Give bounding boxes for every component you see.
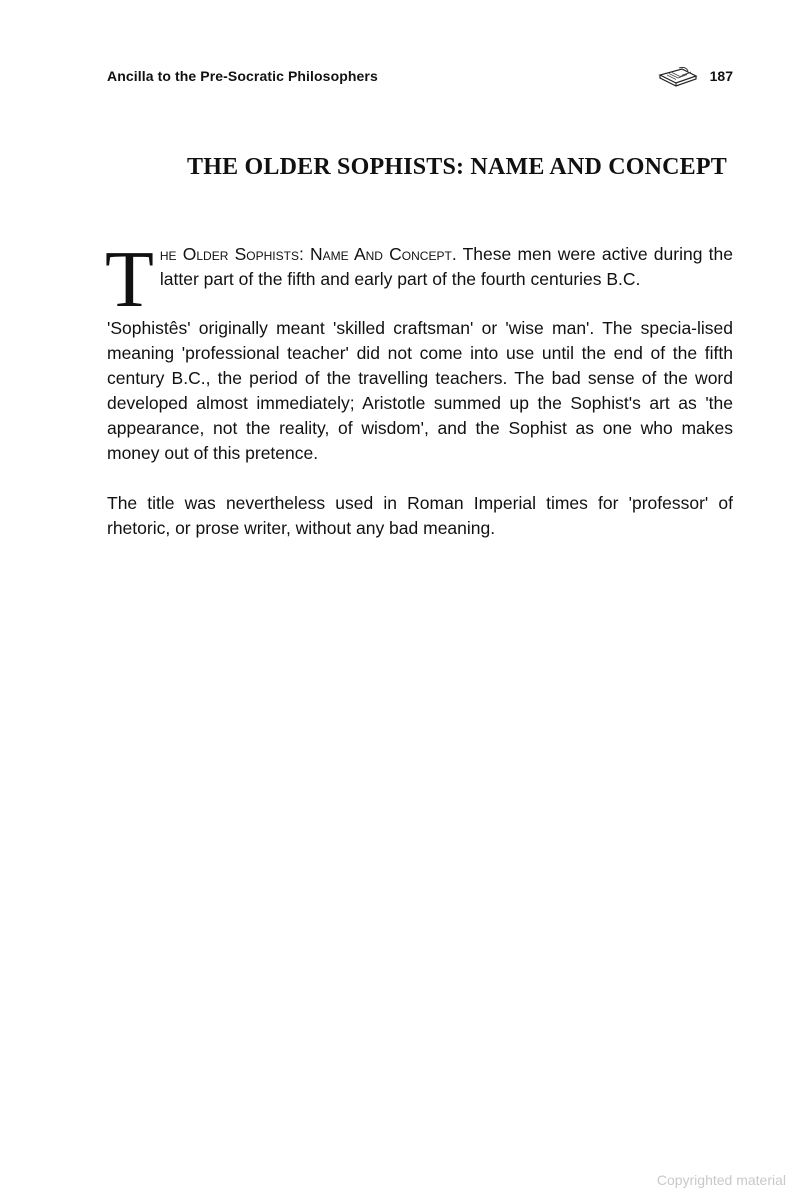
drop-cap: T <box>105 236 154 324</box>
running-header <box>107 66 733 90</box>
open-book-icon <box>658 66 698 88</box>
intro-lead-in: he Older Sophists: Name And Concept <box>159 244 452 264</box>
body-paragraph: 'Sophistês' originally meant 'skilled craftsman' or 'wise man'. The specia-lised meaning 'professional teacher' did not come into use until the end of the fifth century B.C., the period of the travelling teachers. The bad sense of the word developed almost immediately; Aristotle summed up the Sophist's art as 'the appearance, not the reality, of wisdom', and the Sophist as one who makes money out of this pretence. <box>107 318 733 463</box>
chapter-title: THE OLDER SOPHISTS: NAME AND CONCEPT <box>187 154 727 180</box>
copyright-watermark: Copyrighted material <box>656 1172 786 1188</box>
intro-paragraph <box>105 236 733 324</box>
intro-text: . These men were active during the latter part of the fifth and early part of the fourth centuries B.C. <box>159 244 733 289</box>
book-title: Ancilla to the Pre-Socratic Philosophers <box>107 68 378 84</box>
page-number: 187 <box>709 68 733 84</box>
body-paragraph: The title was nevertheless used in Roman Imperial times for 'professor' of rhetoric, or prose writer, without any bad meaning. <box>107 493 733 538</box>
